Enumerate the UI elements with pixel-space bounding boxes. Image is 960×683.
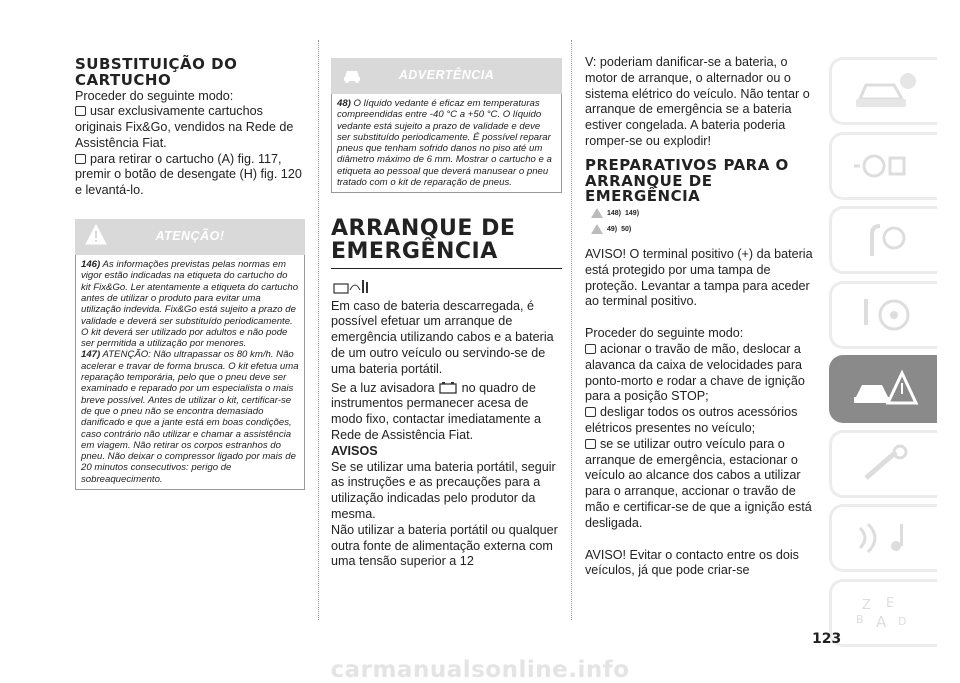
svg-text:B: B <box>855 612 864 626</box>
bullet-icon <box>585 344 596 354</box>
advertencia-box-header <box>331 58 562 94</box>
bullet-item: acionar o travão de mão, deslocar a alavanca da caixa de velocidades para ponto-morto e rodar a chave de ignição para a posição STOP; <box>585 342 805 404</box>
warning-box-body <box>75 255 305 490</box>
heading-rule <box>331 268 562 269</box>
column-1 <box>75 0 305 490</box>
paragraph: Em caso de bateria descarregada, é possível efetuar um arranque de emergência utilizando cabos e a bateria de um outro veículo ou servindo-se de uma bateria portátil. <box>331 298 554 376</box>
advertencia-refs: 49) 50) <box>591 221 815 237</box>
bullet-item: se se utilizar outro veículo para o arranque de emergência, estacionar o veículo ao alcance dos cabos a utilizar para o arranque, accionar o travão de mão e certificar-se de que a ignição está desligada. <box>585 436 812 530</box>
intro-text: Proceder do seguinte modo: <box>585 326 744 341</box>
page-number: 123 <box>812 631 842 647</box>
tab-dashboard-lights[interactable] <box>829 132 937 200</box>
service-wrench-icon <box>850 444 920 484</box>
intro-text: Proceder do seguinte modo: <box>75 88 234 103</box>
dashboard-lights-icon <box>850 146 920 186</box>
advertencia-48: 48) O líquido vedante é eficaz em temperaturas compreendidas entre -40 °C a +50 °C. O líquido vedante está sujeito a prazo de validade e deve ser substituído periodicamente. É possível reparar pneus que tenham sofrido danos no piso até um diâmetro máximo de 6 mm. Mostrar o cartucho e a etiqueta ao pessoal que deverá manusear o pneu tratado com o kit de reparação de pneus. <box>337 98 552 189</box>
aviso-paragraph: AVISO! O terminal positivo (+) da bateria está protegido por uma tampa de proteção. Levantar a tampa para aceder ao terminal positivo. <box>585 247 813 309</box>
column-2 <box>331 0 562 570</box>
bullet-icon <box>585 407 596 417</box>
bullet-item: desligar todos os outros acessórios elétricos presentes no veículo; <box>585 405 798 435</box>
advertencia-title: ADVERTÊNCIA <box>398 68 495 82</box>
emergency-car-icon <box>850 369 920 409</box>
tab-emergency[interactable] <box>829 355 937 423</box>
heading-arranque-emergencia: ARRANQUE DE EMERGÊNCIA <box>331 216 516 265</box>
warning-ref-icon <box>591 208 603 218</box>
avisos-label: AVISOS <box>331 443 378 458</box>
svg-text:E: E <box>885 595 894 611</box>
column-divider <box>571 40 572 620</box>
warning-147: 147) ATENÇÃO: Não ultrapassar os 80 km/h. Não acelerar e travar de forma brusca. O kit efetua uma reparação temporária, pelo que o pneu deve ser examinado e reparado por um especialista o mais breve possível. Antes de utilizar o kit, certificar-se de que o pneu não se encontra demasiado danificado e que a jante está em boas condições, caso contrário não utilizar e chamar a assistência em viagem. Não retirar os corpos estranhos do pneu. Não deixar o compressor ligado por mais de 20 minutos consecutivos: perigo de sobreaquecimento. <box>81 349 299 485</box>
advertencia-ref-icon <box>591 224 603 234</box>
bullet-item: usar exclusivamente cartuchos originais Fix&Go, vendidos na Rede de Assistência Fiat. <box>75 104 294 150</box>
svg-text:Z: Z <box>861 597 871 613</box>
watermark: carmanualsonline.info <box>330 657 630 683</box>
paragraph: V: poderiam danificar-se a bateria, o motor de arranque, o alternador ou o sistema elétrico do veículo. Não tentar o arranque de emergência se a bateria estiver congelada. A bateria poderia romper-se ou explodir! <box>585 55 810 148</box>
paragraph: Se se utilizar uma bateria portátil, seguir as instruções e as precauções para a utilização indicadas pelo produtor da mesma. <box>331 459 556 521</box>
warning-refs: 148) 149) <box>591 205 815 221</box>
bullet-icon <box>75 106 86 116</box>
chapter-tabs <box>829 57 937 653</box>
airbag-seat-icon <box>850 220 920 260</box>
heading-preparativos: PREPARATIVOS PARA O ARRANQUE DE EMERGÊNCIA <box>585 155 789 206</box>
battery-warning-icon <box>438 381 458 394</box>
warning-box-header <box>75 219 305 255</box>
tab-airbag-seat[interactable] <box>829 206 937 274</box>
heading-substituicao: SUBSTITUIÇÃO DO CARTUCHO <box>75 55 238 89</box>
alphabetical-index-icon <box>850 593 920 633</box>
tab-service[interactable] <box>829 430 937 498</box>
bullet-icon <box>585 439 596 449</box>
audio-music-icon <box>850 518 920 558</box>
column-divider <box>318 40 319 620</box>
tab-key-steering[interactable] <box>829 281 937 349</box>
svg-text:D: D <box>897 614 906 628</box>
paragraph: Se a luz avisadora no quadro de instrumentos permanecer acesa de modo fixo, contactar imediatamente a Rede de Assistência Fiat. <box>331 380 542 442</box>
key-steering-icon <box>850 295 920 335</box>
aviso-paragraph: AVISO! Evitar o contacto entre os dois veículos, já que pode criar-se <box>585 547 799 578</box>
column-3 <box>585 0 815 579</box>
paragraph: Não utilizar a bateria portátil ou qualquer outra fonte de alimentação externa com uma tensão superior a 12 <box>331 522 558 569</box>
tab-audio[interactable] <box>829 504 937 572</box>
bullet-icon <box>75 154 86 164</box>
tab-index[interactable] <box>829 579 937 647</box>
svg-text:A: A <box>875 612 886 631</box>
advertencia-box-body <box>331 94 562 193</box>
tab-car-info[interactable] <box>829 57 937 125</box>
warning-146: 146) As informações previstas pelas normas em vigor estão indicadas na etiqueta do cartucho do kit Fix&Go. Ler atentamente a etiqueta do cartucho antes de utilizar o produto para evitar uma utilização indevida. Fix&Go está sujeito a prazo de validade e deverá ser substituído periodicamente. O kit deverá ser utilizado por adultos e não pode ser permitida a utilização por menores. <box>81 259 299 350</box>
bullet-item: para retirar o cartucho (A) fig. 117, premir o botão de desengate (H) fig. 120 e levantá-lo. <box>75 151 302 198</box>
warning-title: ATENÇÃO! <box>155 229 225 244</box>
jump-start-icon <box>333 278 371 294</box>
car-info-icon <box>850 71 920 111</box>
